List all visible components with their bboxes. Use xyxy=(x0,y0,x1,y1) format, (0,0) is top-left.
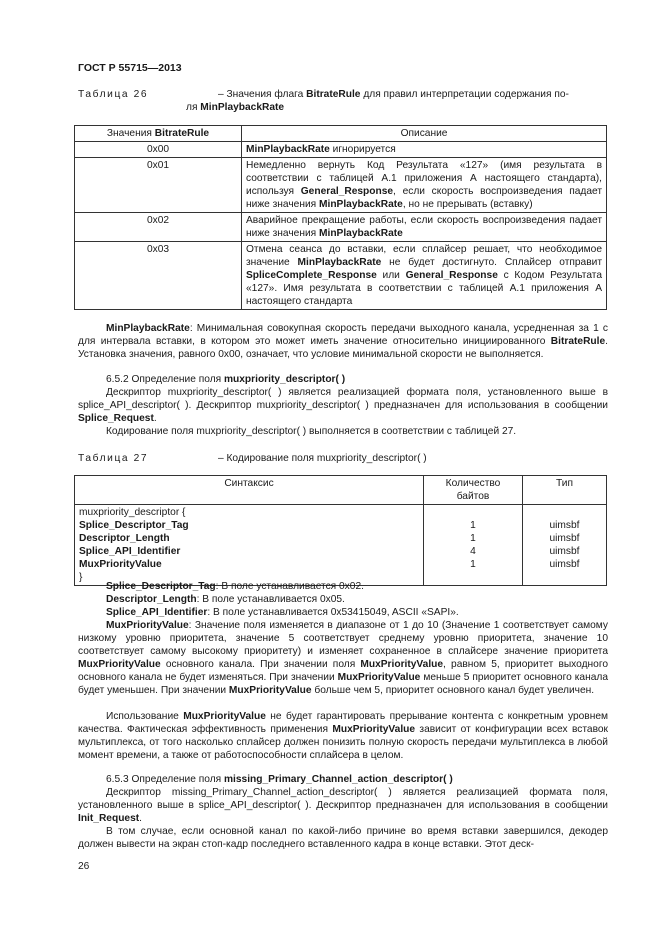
para-length: Descriptor_Length: В поле устанавливается 0x05. xyxy=(106,594,345,605)
syntax-field-bytes: 1 xyxy=(470,520,476,531)
para-identifier: Splice_API_Identifier: В поле устанавливается 0x53415049, ASCII «SAPI». xyxy=(106,607,459,618)
syntax-field-type: uimsbf xyxy=(549,533,580,544)
table26-desc-cell: MinPlaybackRate игнорируется xyxy=(242,142,607,158)
syntax-field-type: uimsbf xyxy=(549,546,580,557)
table27-header-type: Тип xyxy=(523,476,607,505)
table27-header-syntax: Синтаксис xyxy=(75,476,424,505)
syntax-field-name: Splice_API_Identifier xyxy=(79,546,181,557)
table26 xyxy=(74,125,607,310)
syntax-open: muxpriority_descriptor { xyxy=(79,507,186,518)
table26-caption xyxy=(78,88,608,114)
para-last: В том случае, если основной канал по какой-либо причине во время вставки завершился, декодер должен вывести на экран стоп-кадр последнего вставленного кадра в конце вставки. Этот деск- xyxy=(78,826,608,850)
table27-bytes-cell xyxy=(424,505,523,586)
table26-header-desc: Описание xyxy=(242,126,607,142)
table26-desc-cell: Отмена сеанса до вставки, если сплайсер решает, что необходимое значение MinPlaybackRate не будет достигнуто. Сплайсер отправит SpliceComplete_Response или General_Response с Кодом Результата «127». Имя результата в соответствии с таблицей А.1 приложения А настоящего стандарта xyxy=(242,242,607,310)
para-tag: Splice_Descriptor_Tag: В поле устанавливается 0x02. xyxy=(106,581,364,592)
table27-syntax-cell xyxy=(75,505,424,586)
table26-value-cell: 0x02 xyxy=(75,213,242,242)
table27 xyxy=(74,475,607,586)
syntax-field-bytes: 1 xyxy=(470,533,476,544)
section-6-5-3-heading: 6.5.3 Определение поля missing_Primary_Channel_action_descriptor( ) xyxy=(106,774,453,785)
table27-header-bytes: Количество байтов xyxy=(424,476,523,505)
syntax-field-bytes: 4 xyxy=(470,546,476,557)
syntax-field-name: Descriptor_Length xyxy=(79,533,170,544)
syntax-field-bytes: 1 xyxy=(470,559,476,570)
table26-desc-cell: Аварийное прекращение работы, если скорость воспроизведения падает ниже значения MinPlaybackRate xyxy=(242,213,607,242)
page-number: 26 xyxy=(78,861,90,872)
table26-header-value: Значения BitrateRule xyxy=(75,126,242,142)
syntax-field-name: Splice_Descriptor_Tag xyxy=(79,520,189,531)
section-6-5-2-heading: 6.5.2 Определение поля muxpriority_descriptor( ) xyxy=(106,374,346,385)
table27-caption xyxy=(78,452,608,465)
table26-row xyxy=(75,158,607,213)
table26-title-cont: ля MinPlaybackRate xyxy=(186,102,285,113)
para-encoding: Кодирование поля muxpriority_descriptor( ) выполняется в соответствии с таблицей 27. xyxy=(106,426,517,437)
table26-row xyxy=(75,213,607,242)
syntax-field-name: MuxPriorityValue xyxy=(79,559,162,570)
table26-row xyxy=(75,142,607,158)
table26-value-cell: 0x03 xyxy=(75,242,242,310)
table26-value-cell: 0x01 xyxy=(75,158,242,213)
table27-title: – Кодирование поля muxpriority_descriptor( ) xyxy=(218,453,427,464)
para-missing-channel-desc: Дескриптор missing_Primary_Channel_action_descriptor( ) является реализацией формата поля, установленного выше в splice_API_descriptor( ). Дескриптор предназначен для использования в сообщении Init_Request. xyxy=(78,787,608,824)
para-minplaybackrate: MinPlaybackRate: Минимальная совокупная скорость передачи выходного канала, усредненная за 1 с для интервала вставки, в котором это может иметь значение относительно инициированного BitrateRule. Установка значения, равного 0x00, означает, что условие минимальной скорости не выполняется. xyxy=(78,323,608,360)
para-muxpriorityvalue: MuxPriorityValue: Значение поля изменяется в диапазоне от 1 до 10 (Значение 1 соответствует самому низкому уровню приоритета, значение 5 соответствует среднему уровню приоритета, значение 10 соответствует самому высокому приоритету) и изменяет сохраненное в сплайсере значение приоритета MuxPriorityValue основного канала. При значении поля MuxPriorityValue, равном 5, приоритет выходного основного канала не будет изменяться. При значении MuxPriorityValue меньше 5 приоритет основного канала будет уменьшен. При значении MuxPriorityValue больше чем 5, приоритет основного канал будет увеличен. xyxy=(78,620,608,696)
table27-label: Таблица 27 xyxy=(78,453,149,464)
table27-type-cell xyxy=(523,505,607,586)
table26-value-cell: 0x00 xyxy=(75,142,242,158)
standard-header: ГОСТ Р 55715—2013 xyxy=(78,62,182,74)
syntax-field-type: uimsbf xyxy=(549,520,580,531)
para-muxpriority-desc: Дескриптор muxpriority_descriptor( ) является реализацией формата поля, установленного выше в splice_API_descriptor( ). Дескриптор muxpriority_descriptor( ) предназначен для использования в сообщении Splice_Request. xyxy=(78,387,608,424)
syntax-close: } xyxy=(79,572,83,583)
table26-desc-cell: Немедленно вернуть Код Результата «127» (имя результата в соответствии с таблицей А.1 приложения А настоящего стандарта), используя General_Response, если скорость воспроизведения падает ниже значения MinPlaybackRate, но не прерывать (вставку) xyxy=(242,158,607,213)
table26-label: Таблица 26 xyxy=(78,89,149,100)
para-usage: Использование MuxPriorityValue не будет гарантировать прерывание контента с конкретным уровнем качества. Фактическая эффективность применения MuxPriorityValue зависит от конфигурации всех вставок мультиплекса, от того насколько сплайсер должен понизить полную скорость передачи мультиплекса в любой момент времени, а также от работоспособности сплайсера в целом. xyxy=(78,711,608,761)
table26-title: – Значения флага BitrateRule для правил интерпретации содержания по- xyxy=(218,89,569,100)
syntax-field-type: uimsbf xyxy=(549,559,580,570)
table26-row xyxy=(75,242,607,310)
